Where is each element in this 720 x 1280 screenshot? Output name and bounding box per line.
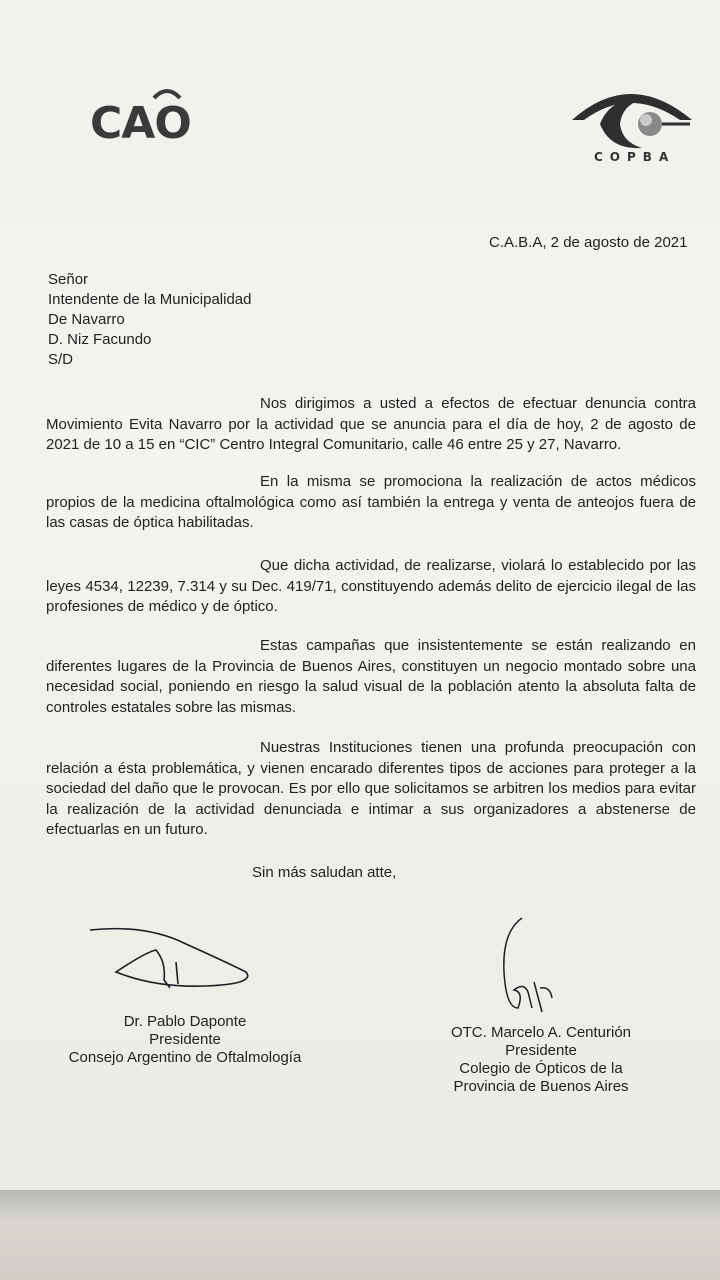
body-paragraph: Que dicha actividad, de realizarse, violará lo establecido por las leyes 4534, 12239, 7.314 y su Dec. 419/71, constituyendo además delito de ejercicio ilegal de las profesiones de médico y de óptico. <box>46 557 696 615</box>
closing-line: Sin más saludan atte, <box>252 864 397 881</box>
signatory-role: Presidente <box>149 1031 221 1048</box>
signatory-role: Presidente <box>505 1042 577 1059</box>
signatory-name: OTC. Marcelo A. Centurión <box>450 1024 632 1041</box>
signatory-org: Consejo Argentino de Oftalmología <box>68 1049 302 1066</box>
cao-arc-icon <box>152 86 182 100</box>
recipient-line: S/D <box>48 351 74 368</box>
signatory-org: Provincia de Buenos Aires <box>453 1078 629 1095</box>
recipient-block <box>48 270 251 370</box>
body-paragraph: Nuestras Instituciones tienen una profunda preocupación con relación a ésta problemática, y vienen encarado diferentes tipos de acciones para proteger a la sociedad del daño que le provocan. Es por ello que solicitamos se arbitren los medios para evitar la realización de la actividad denunciada e intimar a sus organizadores a abstenerse de efectuarlas en un futuro. <box>46 739 696 838</box>
body-paragraph: En la misma se promociona la realización de actos médicos propios de la medicina oftalmológica como así también la entrega y venta de anteojos fuera de las casas de óptica habilitadas. <box>46 473 696 531</box>
recipient-line: Señor <box>48 271 89 288</box>
recipient-line: Intendente de la Municipalidad <box>48 291 252 308</box>
table-surface <box>0 1190 720 1280</box>
signatory-org: Colegio de Ópticos de la <box>459 1060 623 1077</box>
signatory-name: Dr. Pablo Daponte <box>123 1013 247 1030</box>
body-paragraph: Estas campañas que insistentemente se están realizando en diferentes lugares de la Provincia de Buenos Aires, constituyen un negocio montado sobre una necesidad social, poniendo en riesgo la salud visual de la población atento la absoluta falta de controles estatales sobre las mismas. <box>46 637 696 716</box>
cao-logo-text: CAO <box>90 98 191 149</box>
body-paragraph: Nos dirigimos a usted a efectos de efectuar denuncia contra Movimiento Evita Navarro por la actividad que se anuncia para el día de hoy, 2 de agosto de 2021 de 10 a 15 en “CIC” Centro Integral Comunitario, calle 46 entre 25 y 27, Navarro. <box>46 395 696 453</box>
copba-logo-text: COPBA <box>594 150 676 164</box>
right-signatory <box>436 1024 646 1096</box>
letter-date: C.A.B.A, 2 de agosto de 2021 <box>489 234 688 251</box>
right-signature-icon <box>494 912 566 1022</box>
recipient-line: De Navarro <box>48 311 125 328</box>
recipient-line: D. Niz Facundo <box>48 331 152 348</box>
left-signatory <box>40 1013 330 1067</box>
left-signature-icon <box>86 922 256 997</box>
cao-logo <box>90 98 191 149</box>
